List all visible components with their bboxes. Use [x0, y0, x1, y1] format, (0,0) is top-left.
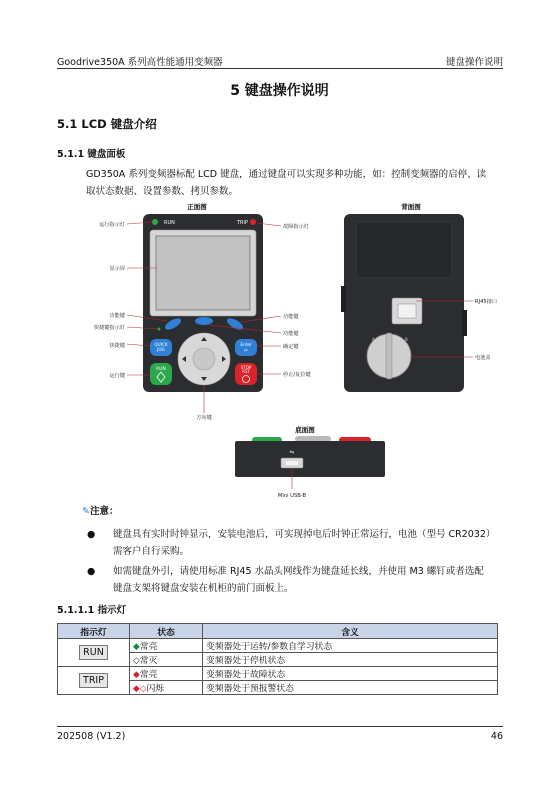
svg-text:RST: RST	[242, 369, 250, 374]
note-bullet-1-line-1: 键盘具有实时时钟显示，安装电池后，可实现掉电后时钟正常运行，电池（型号 CR2032）	[113, 529, 496, 540]
trip-indicator-cell	[58, 667, 130, 695]
callout-quick-key: 快捷键	[109, 343, 125, 349]
svg-text:RUN: RUN	[156, 367, 166, 372]
solid-diamond-red-icon: ◆	[133, 670, 140, 680]
trip-led-label: TRIP	[237, 220, 249, 226]
keypad-figure	[85, 200, 525, 502]
svg-text:Enter: Enter	[240, 342, 252, 347]
indicator-table	[57, 623, 498, 695]
front-keypad	[143, 214, 263, 392]
meaning-cell: 变频器处于停机状态	[203, 653, 498, 667]
callout-function-key-left: 功能键	[109, 313, 125, 319]
svg-text:B: B	[405, 337, 408, 342]
bullet-dot-1: ●	[87, 529, 96, 540]
state-cell: ◆常亮	[130, 639, 203, 653]
trip-indicator-label: TRIP	[79, 673, 108, 688]
bottom-view-title: 底面图	[295, 426, 315, 434]
note-title: 注意：	[89, 506, 119, 517]
intro-line-2: 取状态数据、设置参数、拷贝参数。	[86, 186, 239, 197]
table-header-state: 状态	[130, 624, 203, 639]
subsection-title: 5.1.1 键盘面板	[57, 149, 126, 160]
table-header-indicator: 指示灯	[58, 624, 130, 639]
footer-rule	[57, 726, 503, 727]
header-left: Goodrive350A 系列高性能通用变频器	[57, 57, 223, 68]
callout-mini-usb: Mini USB-B	[277, 493, 307, 499]
header-rule	[57, 68, 503, 69]
meaning-cell: 变频器处于预报警状态	[203, 681, 498, 695]
table-header-row	[58, 624, 498, 639]
state-cell: ◆◇闪烁	[130, 681, 203, 695]
callout-function-key-right: 功能键	[283, 314, 299, 320]
meaning-cell: 变频器处于运转/参数自学习状态	[203, 639, 498, 653]
front-view-title: 正面图	[187, 203, 207, 211]
bullet-dot-2: ●	[87, 566, 96, 577]
function-key-middle	[195, 317, 213, 325]
callout-battery-cover: 电池盖	[475, 355, 491, 361]
page-number: 46	[490, 731, 503, 742]
callout-display: 显示屏	[109, 266, 125, 272]
svg-text:JOG: JOG	[157, 347, 165, 352]
callout-run-key: 运行键	[109, 373, 125, 379]
state-cell: ◆常亮	[130, 667, 203, 681]
callout-function-key-middle: 功能键	[283, 331, 299, 337]
callout-enter-key: 确定键	[283, 344, 299, 350]
table-row	[58, 667, 498, 681]
run-led-label: RUN	[164, 220, 175, 226]
svg-text:⇋: ⇋	[289, 449, 295, 456]
callout-quick-indicator: 快捷键指示灯	[93, 325, 125, 331]
svg-text:QUICK: QUICK	[154, 342, 168, 347]
section-title: 5.1 LCD 键盘介绍	[57, 117, 157, 131]
run-indicator-label: RUN	[79, 645, 108, 660]
run-indicator-cell	[58, 639, 130, 667]
note-heading	[82, 503, 118, 517]
note-bullet-1-line-2: 需客户自行采购。	[113, 546, 190, 557]
blinking-diamond-icon: ◆◇	[133, 684, 147, 694]
callout-stop-key: 停止/复位键	[283, 372, 311, 378]
state-cell: ◇常灭	[130, 653, 203, 667]
table-row	[58, 639, 498, 653]
note-bullet-2-line-2: 键盘支架将键盘安装在机柜的前门面板上。	[113, 583, 294, 594]
back-view-title: 背面图	[401, 203, 421, 211]
back-keypad	[341, 214, 467, 392]
hollow-diamond-icon: ◇	[133, 656, 140, 666]
header-right: 键盘操作说明	[445, 57, 503, 68]
callout-trip-indicator: 故障指示灯	[283, 224, 309, 230]
meaning-cell: 变频器处于故障状态	[203, 667, 498, 681]
callout-direction-keys: 方向键	[196, 415, 212, 421]
note-bullet-2-line-1: 如需键盘外引，请使用标准 RJ45 水晶头网线作为键盘延长线，并使用 M3 螺钉或者选配	[113, 566, 484, 577]
callout-rj45: RJ45接口	[475, 299, 498, 305]
solid-diamond-green-icon: ◆	[133, 642, 140, 652]
table-header-meaning: 含义	[203, 624, 498, 639]
svg-text:A: A	[372, 337, 375, 342]
trip-led-icon	[250, 219, 256, 225]
intro-line-1: GD350A 系列变频器标配 LCD 键盘，通过键盘可以实现多种功能，如：控制变频器的启停、读	[86, 169, 487, 180]
indicator-section-title: 5.1.1.1 指示灯	[57, 605, 127, 616]
svg-text:STOP: STOP	[240, 365, 252, 370]
footer-version: 202508 (V1.2)	[57, 731, 126, 742]
callout-run-indicator: 运行指示灯	[99, 222, 125, 228]
pencil-icon: ✎	[82, 506, 90, 517]
bottom-keypad	[235, 436, 385, 477]
chapter-title: 5 键盘操作说明	[230, 83, 329, 99]
svg-text:↵: ↵	[243, 348, 249, 354]
